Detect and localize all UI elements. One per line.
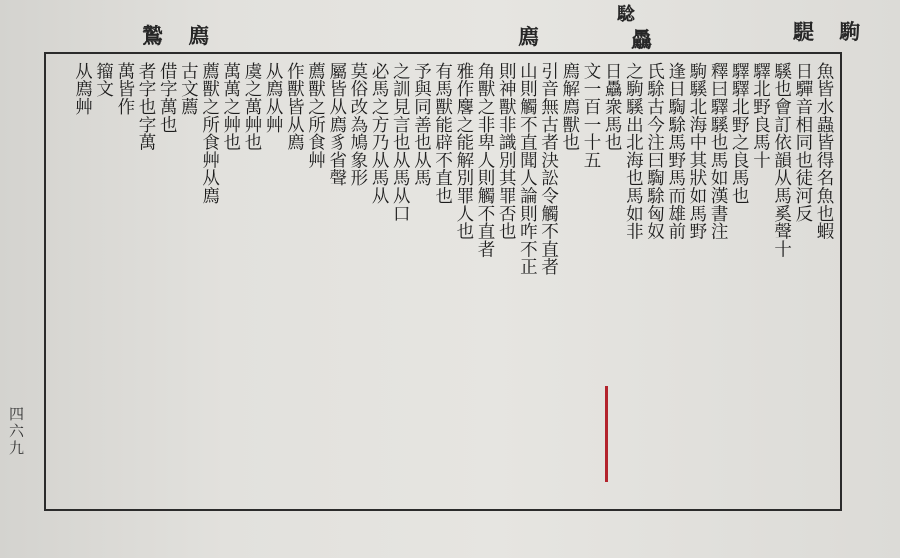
- text-column: 騱也會訂依韻从馬奚聲十: [771, 62, 792, 258]
- text-column: 日驫衆馬也: [602, 62, 623, 151]
- text-column: 萬皆作: [114, 62, 135, 116]
- text-column: 駒騱北海中其狀如馬野: [686, 62, 707, 240]
- text-columns: [52, 62, 834, 503]
- text-column: 驛北野良馬十: [750, 62, 771, 169]
- text-column: 莫俗改為鳩象形: [347, 62, 368, 187]
- text-column: 有馬獸能辟不直也: [432, 62, 453, 205]
- text-column: 古文薦: [178, 62, 199, 116]
- header-center-bottom: 驫: [631, 27, 661, 52]
- text-column: 角獸之非卑人則觸不直者: [475, 62, 495, 258]
- text-column: 从廌艸: [72, 62, 93, 116]
- text-column: 薦獸之所食艸从廌: [199, 62, 220, 205]
- text-column: 氏駼古今注曰騊駼匈奴: [644, 62, 665, 240]
- text-column: 者字也字萬: [136, 62, 156, 151]
- text-column: 釋曰驛騱也馬如漢書注: [708, 62, 729, 240]
- page-number: 四六九: [7, 406, 25, 457]
- text-column: 之駒騱出北海也馬如非: [623, 62, 644, 240]
- text-column: 則神獸非識別其罪否也: [496, 62, 517, 240]
- header-left: 鷙 廌: [142, 23, 219, 48]
- text-column: 虞之萬艸也: [241, 62, 262, 151]
- text-column: 必馬之方乃从馬从: [369, 62, 390, 205]
- headword-line: 廌解廌獸也: [559, 62, 580, 151]
- text-column: 予與同善也从馬: [411, 62, 432, 187]
- text-column: 驛驛北野之良馬也: [729, 62, 750, 205]
- text-column: 借字萬也: [157, 62, 178, 134]
- text-column: 萬萬之艸也: [220, 62, 241, 151]
- header-center-top: 騐: [617, 4, 644, 25]
- text-column: 逢日騊駼馬野馬而雄前: [665, 62, 686, 240]
- text-column: 山則觸不直聞人論則咋不正: [517, 62, 538, 276]
- text-column: 引音無古者決訟令觸不直者: [538, 62, 559, 276]
- text-column: 薦獸之所食艸: [305, 62, 326, 169]
- text-column: 籀文: [93, 62, 114, 98]
- text-column: 屬皆从廌豸省聲: [326, 62, 347, 187]
- entry-count-line: 文一百一十五: [580, 62, 601, 169]
- text-column: 之訓見言也从馬从口: [390, 62, 411, 223]
- text-column: 作獸皆从廌: [284, 62, 305, 151]
- text-column: 雅作麐之能解別罪人也: [453, 62, 474, 240]
- text-frame: [44, 52, 842, 511]
- text-column: 日驒音相同也徒河反: [792, 62, 813, 223]
- red-underline-mark: [605, 386, 608, 482]
- text-column: 魚皆水蟲皆得名魚也蝦: [814, 62, 834, 240]
- header-right: 騠 駒: [793, 19, 870, 44]
- text-column: 从廌从艸: [263, 62, 284, 134]
- header-middle: 廌: [518, 24, 548, 49]
